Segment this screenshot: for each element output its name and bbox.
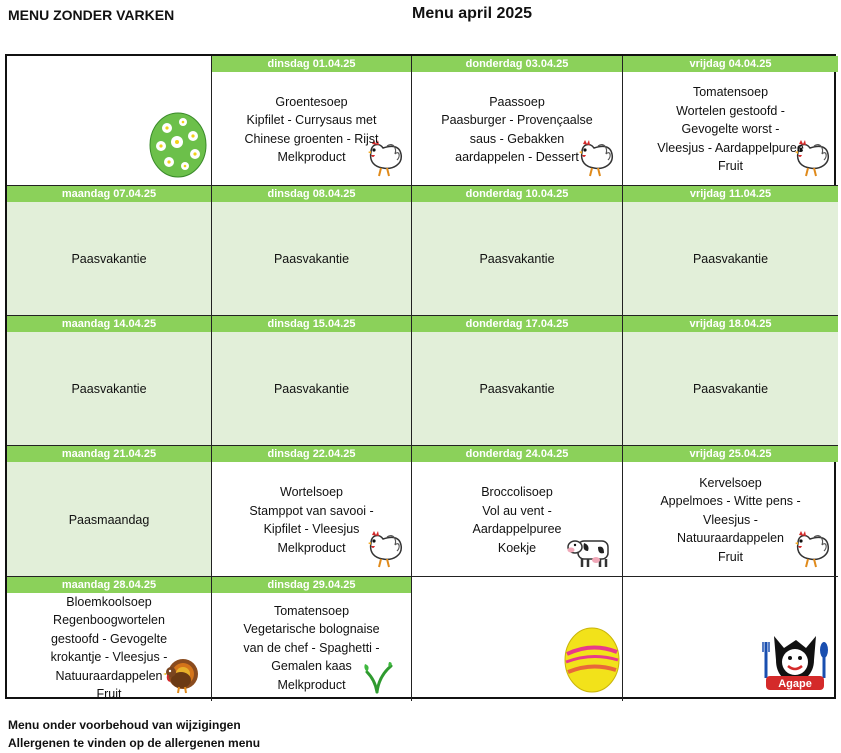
menu-line: Tomatensoep <box>692 85 769 100</box>
day-header: maandag 07.04.25 <box>7 186 211 202</box>
menu-line: Tomatensoep <box>273 603 350 618</box>
svg-text:Agape: Agape <box>778 678 812 690</box>
day-header: dinsdag 29.04.25 <box>212 577 411 593</box>
day-cell <box>212 316 412 446</box>
day-header: donderdag 10.04.25 <box>412 186 622 202</box>
menu-line: Wortelsoep <box>280 485 343 499</box>
menu-line: Natuuraardappelen <box>55 668 163 683</box>
menu-items <box>412 204 622 315</box>
menu-items <box>623 334 838 445</box>
day-header: maandag 14.04.25 <box>7 316 211 332</box>
menu-line: Paasvakantie <box>692 252 769 267</box>
day-cell <box>623 186 838 316</box>
easter-egg-yellow-icon <box>562 622 622 699</box>
day-cell <box>7 56 212 186</box>
menu-line: Gemalen kaas <box>271 659 352 674</box>
footer-notes <box>8 716 260 752</box>
day-cell <box>7 316 212 446</box>
menu-line: Broccolisoep <box>481 485 553 499</box>
day-header: vrijdag 04.04.25 <box>623 56 838 72</box>
menu-line: Natuuraardappelen <box>676 531 785 546</box>
day-cell <box>623 56 838 186</box>
menu-line: Koekje <box>497 540 537 555</box>
agape-logo-icon <box>760 630 830 697</box>
menu-line: Regenboogwortelen <box>53 613 165 627</box>
day-cell <box>412 577 623 701</box>
day-cell <box>212 446 412 577</box>
day-cell <box>412 186 623 316</box>
menu-line: Vol au vent - <box>482 503 552 518</box>
menu-items <box>212 595 411 701</box>
menu-line: Kervelsoep <box>699 475 762 490</box>
day-header: dinsdag 01.04.25 <box>212 56 411 72</box>
day-header: donderdag 03.04.25 <box>412 56 622 72</box>
day-cell <box>7 186 212 316</box>
menu-line: Bloemkoolsoep <box>66 594 152 609</box>
menu-line: Vleesjus - <box>703 512 758 527</box>
day-cell <box>623 316 838 446</box>
menu-line: Vegetarische bolognaise <box>243 622 380 637</box>
menu-line: Aardappelpuree <box>472 522 562 536</box>
day-header: dinsdag 08.04.25 <box>212 186 411 202</box>
menu-line: Paasvakantie <box>273 382 350 397</box>
day-header: maandag 21.04.25 <box>7 446 211 462</box>
day-cell <box>412 56 623 186</box>
day-header: vrijdag 25.04.25 <box>623 446 838 462</box>
day-header: donderdag 24.04.25 <box>412 446 622 462</box>
day-header: maandag 28.04.25 <box>7 577 211 593</box>
menu-line: van de chef - Spaghetti - <box>243 640 380 655</box>
menu-items <box>7 464 211 576</box>
menu-calendar-grid <box>5 54 836 699</box>
menu-line: Melkproduct <box>277 150 346 164</box>
menu-line: Appelmoes - Witte pens - <box>660 494 801 509</box>
day-cell <box>7 446 212 577</box>
menu-line: Paasvakantie <box>479 382 555 397</box>
menu-line: Wortelen gestoofd - <box>676 103 785 118</box>
menu-line: Paasvakantie <box>273 252 350 267</box>
menu-line: Fruit <box>718 159 743 174</box>
menu-line: Vleesjus - Aardappelpuree <box>657 140 804 155</box>
menu-items <box>7 595 211 701</box>
menu-line: Kipfilet - Vleesjus <box>263 522 360 536</box>
menu-line: Paasvakantie <box>479 252 555 267</box>
menu-title: Menu april 2025 <box>412 5 533 22</box>
menu-line: gestoofd - Gevogelte <box>50 631 168 646</box>
menu-line: Fruit <box>96 687 122 701</box>
day-cell <box>212 577 412 701</box>
menu-line: aardappelen - Dessert <box>455 150 579 164</box>
menu-line: Paassoep <box>489 94 545 109</box>
footer-note-allergens: Allergenen te vinden op de allergenen menu <box>8 736 261 750</box>
menu-line: Paasvakantie <box>71 252 147 267</box>
menu-line: saus - Gebakken <box>469 131 565 146</box>
menu-line: Melkproduct <box>277 677 346 692</box>
day-cell <box>212 186 412 316</box>
menu-items <box>212 74 411 185</box>
menu-line: Fruit <box>718 549 743 564</box>
menu-line: Paasmaandag <box>68 512 150 527</box>
day-cell <box>7 577 212 701</box>
menu-items <box>623 74 838 185</box>
menu-items <box>212 204 411 315</box>
menu-line: Melkproduct <box>277 540 346 555</box>
menu-line: Groentesoep <box>275 94 348 109</box>
menu-items <box>212 334 411 445</box>
menu-items <box>212 464 411 576</box>
day-cell <box>623 577 838 701</box>
day-cell <box>412 316 623 446</box>
day-header: donderdag 17.04.25 <box>412 316 622 332</box>
menu-line: krokantje - Vleesjus - <box>50 650 168 664</box>
footer-note-changes: Menu onder voorbehoud van wijzigingen <box>8 718 241 732</box>
menu-line: Gevogelte worst - <box>681 122 780 137</box>
day-cell <box>212 56 412 186</box>
menu-items <box>412 74 622 185</box>
menu-line: Chinese groenten - Rijst <box>244 131 379 146</box>
menu-items <box>412 464 622 576</box>
menu-line: Paasburger - Provençaalse <box>441 113 593 127</box>
menu-line: Paasvakantie <box>71 382 147 397</box>
menu-line: Paasvakantie <box>692 382 769 397</box>
menu-items <box>412 334 622 445</box>
menu-items <box>7 334 211 445</box>
day-header: dinsdag 15.04.25 <box>212 316 411 332</box>
day-header: dinsdag 22.04.25 <box>212 446 411 462</box>
menu-items <box>623 204 838 315</box>
menu-line: Kipfilet - Currysaus met <box>246 113 377 127</box>
menu-items <box>623 464 838 576</box>
menu-subtitle: MENU ZONDER VARKEN <box>8 7 175 23</box>
menu-items <box>7 204 211 315</box>
day-header: vrijdag 18.04.25 <box>623 316 838 332</box>
day-header: vrijdag 11.04.25 <box>623 186 838 202</box>
menu-line: Stamppot van savooi - <box>249 503 374 518</box>
easter-egg-green-icon <box>147 108 209 183</box>
day-cell <box>623 446 838 577</box>
day-cell <box>412 446 623 577</box>
